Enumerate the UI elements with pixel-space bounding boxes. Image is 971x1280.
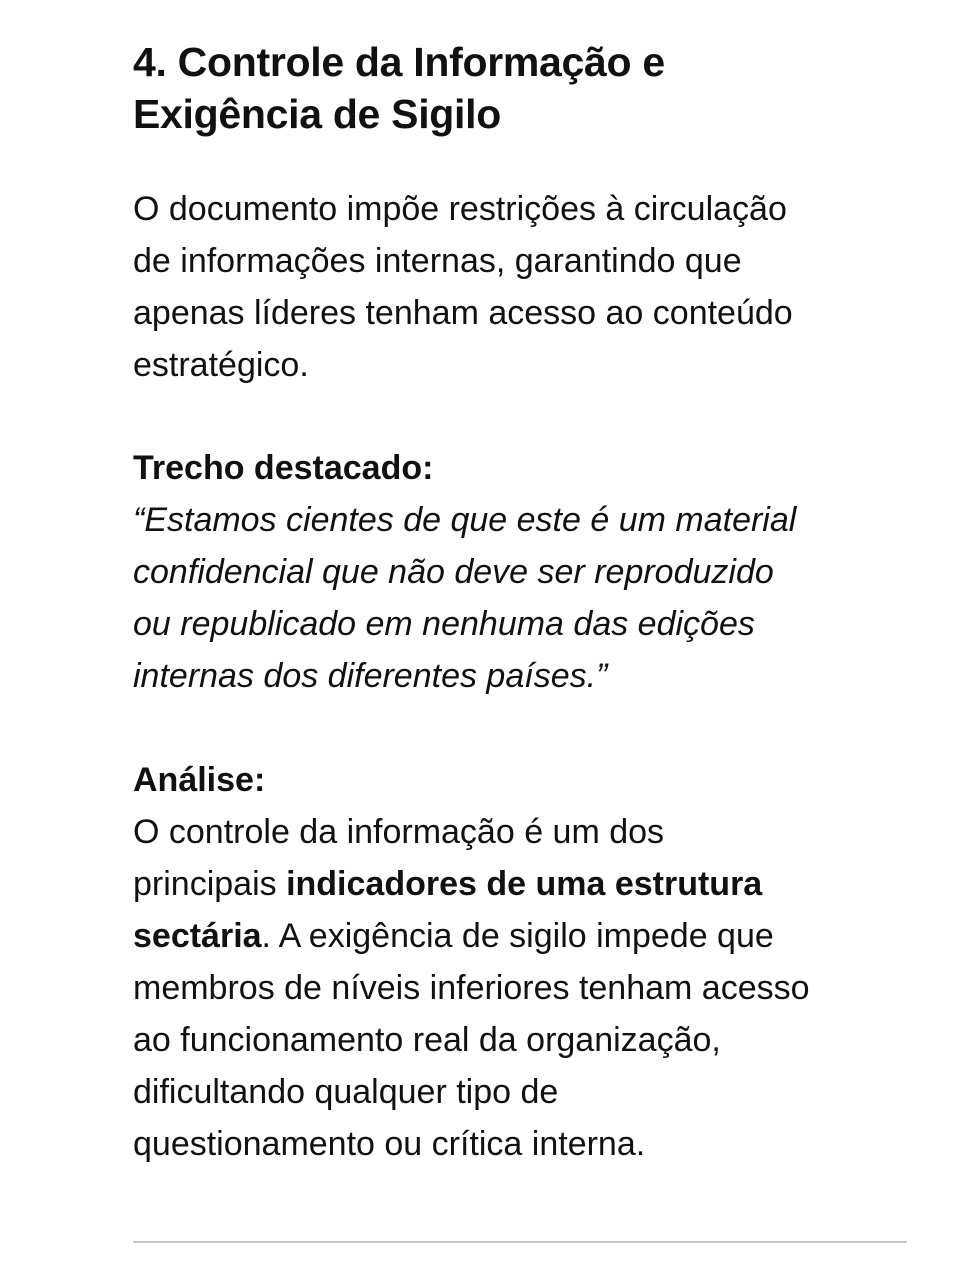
excerpt-quote xyxy=(133,494,923,702)
excerpt-line: confidencial que não deve ser reproduzido xyxy=(133,553,774,591)
analysis-paragraph xyxy=(133,806,923,1170)
analysis-line: dificultando qualquer tipo de xyxy=(133,1073,559,1111)
intro-line: estratégico. xyxy=(133,346,309,384)
section-divider xyxy=(133,1241,907,1243)
analysis-text: principais xyxy=(133,865,287,903)
analysis-line: ao funcionamento real da organização, xyxy=(133,1021,721,1059)
analysis-emphasis: sectária xyxy=(133,917,262,955)
analysis-line: membros de níveis inferiores tenham acesso xyxy=(133,969,810,1007)
analysis-emphasis: indicadores de uma estrutura xyxy=(286,865,763,903)
section-title-line: 4. Controle da Informação e xyxy=(133,39,665,85)
excerpt-label: Trecho destacado: xyxy=(133,449,434,487)
intro-line: apenas líderes tenham acesso ao conteúdo xyxy=(133,294,793,332)
analysis-label: Análise: xyxy=(133,761,266,799)
analysis-text: . A exigência de sigilo impede que xyxy=(261,917,774,955)
intro-paragraph xyxy=(133,183,923,391)
excerpt-line: “Estamos cientes de que este é um material xyxy=(133,501,797,539)
analysis-line xyxy=(133,910,923,962)
excerpt-line: ou republicado em nenhuma das edições xyxy=(133,605,755,643)
excerpt-line: internas dos diferentes países.” xyxy=(133,657,608,695)
intro-line: de informações internas, garantindo que xyxy=(133,242,742,280)
section-title xyxy=(133,36,923,140)
section-title-line: Exigência de Sigilo xyxy=(133,91,501,137)
analysis-line: questionamento ou crítica interna. xyxy=(133,1125,646,1163)
analysis-line: O controle da informação é um dos xyxy=(133,813,665,851)
intro-line: O documento impõe restrições à circulação xyxy=(133,190,787,228)
article-section xyxy=(133,36,923,1170)
analysis-line xyxy=(133,858,923,910)
